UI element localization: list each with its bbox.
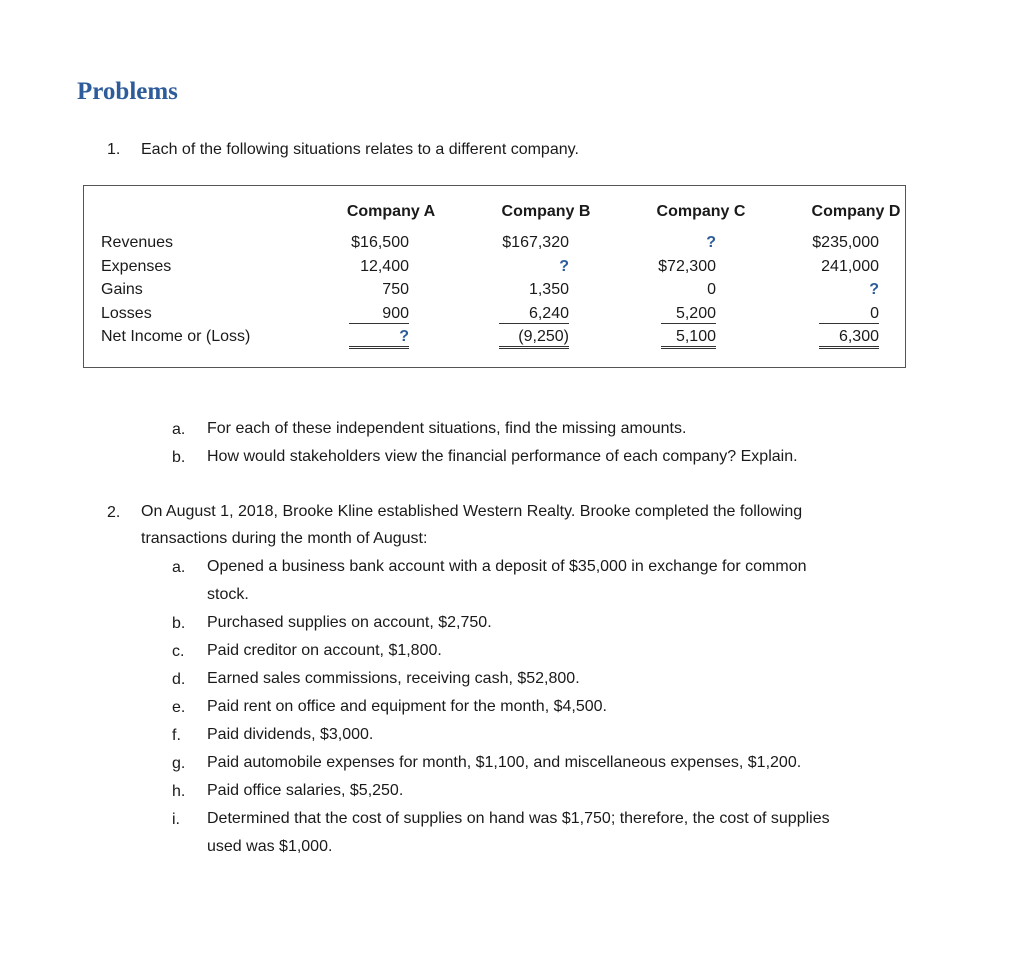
transaction-e-text: Paid rent on office and equipment for the month, $4,500. (207, 698, 607, 715)
problem-2-number: 2. (107, 504, 121, 521)
header-company-b: Company B (501, 203, 591, 220)
transaction-h-letter: h. (172, 783, 186, 800)
cell-b-net-income: (9,250) (499, 328, 569, 349)
cell-a-gains: 750 (382, 281, 409, 298)
cell-b-expenses: ? (559, 258, 569, 275)
page-title: Problems (77, 78, 178, 105)
cell-a-net-income: ? (349, 328, 409, 349)
cell-a-revenues: $16,500 (351, 234, 409, 251)
cell-d-expenses: 241,000 (821, 258, 879, 275)
question-b-text: How would stakeholders view the financial performance of each company? Explain. (207, 448, 798, 465)
transaction-f-letter: f. (172, 727, 181, 744)
question-a-letter: a. (172, 421, 186, 438)
transaction-e-letter: e. (172, 699, 186, 716)
transaction-h-text: Paid office salaries, $5,250. (207, 782, 404, 799)
row-label-losses: Losses (101, 305, 152, 322)
transaction-f-text: Paid dividends, $3,000. (207, 726, 374, 743)
header-company-c: Company C (656, 203, 746, 220)
problem-1-number: 1. (107, 141, 121, 158)
transaction-g-text: Paid automobile expenses for month, $1,100, and miscellaneous expenses, $1,200. (207, 754, 802, 771)
question-b-letter: b. (172, 449, 186, 466)
cell-a-expenses: 12,400 (360, 258, 409, 275)
transaction-a-line1: Opened a business bank account with a deposit of $35,000 in exchange for common (207, 558, 807, 575)
row-label-expenses: Expenses (101, 258, 172, 275)
header-company-a: Company A (346, 203, 436, 220)
cell-c-losses: 5,200 (661, 305, 716, 324)
transaction-i-line1: Determined that the cost of supplies on hand was $1,750; therefore, the cost of supplies (207, 810, 830, 827)
cell-b-losses: 6,240 (499, 305, 569, 324)
cell-d-losses: 0 (819, 305, 879, 324)
cell-c-revenues: ? (706, 234, 716, 251)
problem-1-intro: Each of the following situations relates to a different company. (141, 141, 579, 158)
cell-c-expenses: $72,300 (658, 258, 716, 275)
problem-2-intro-line2: transactions during the month of August: (141, 530, 428, 547)
cell-d-net-income: 6,300 (819, 328, 879, 349)
transaction-a-letter: a. (172, 559, 186, 576)
row-label-gains: Gains (101, 281, 143, 298)
transaction-b-text: Purchased supplies on account, $2,750. (207, 614, 492, 631)
cell-b-gains: 1,350 (528, 281, 569, 298)
cell-a-losses: 900 (349, 305, 409, 324)
problem-2-intro-line1: On August 1, 2018, Brooke Kline established Western Realty. Brooke completed the following (141, 503, 803, 520)
row-label-revenues: Revenues (101, 234, 174, 251)
cell-c-gains: 0 (707, 281, 716, 298)
transaction-c-text: Paid creditor on account, $1,800. (207, 642, 442, 659)
financial-table (83, 185, 906, 368)
cell-c-net-income: 5,100 (661, 328, 716, 349)
cell-b-revenues: $167,320 (502, 234, 569, 251)
transaction-b-letter: b. (172, 615, 186, 632)
transaction-c-letter: c. (172, 643, 185, 660)
transaction-i-line2: used was $1,000. (207, 838, 333, 855)
transaction-a-line2: stock. (207, 586, 249, 603)
question-a-text: For each of these independent situations, find the missing amounts. (207, 420, 687, 437)
transaction-g-letter: g. (172, 755, 186, 772)
transaction-d-letter: d. (172, 671, 186, 688)
transaction-d-text: Earned sales commissions, receiving cash, $52,800. (207, 670, 580, 687)
cell-d-revenues: $235,000 (812, 234, 879, 251)
transaction-i-letter: i. (172, 811, 180, 828)
row-label-net-income: Net Income or (Loss) (101, 328, 251, 345)
cell-d-gains: ? (869, 281, 879, 298)
header-company-d: Company D (811, 203, 901, 220)
